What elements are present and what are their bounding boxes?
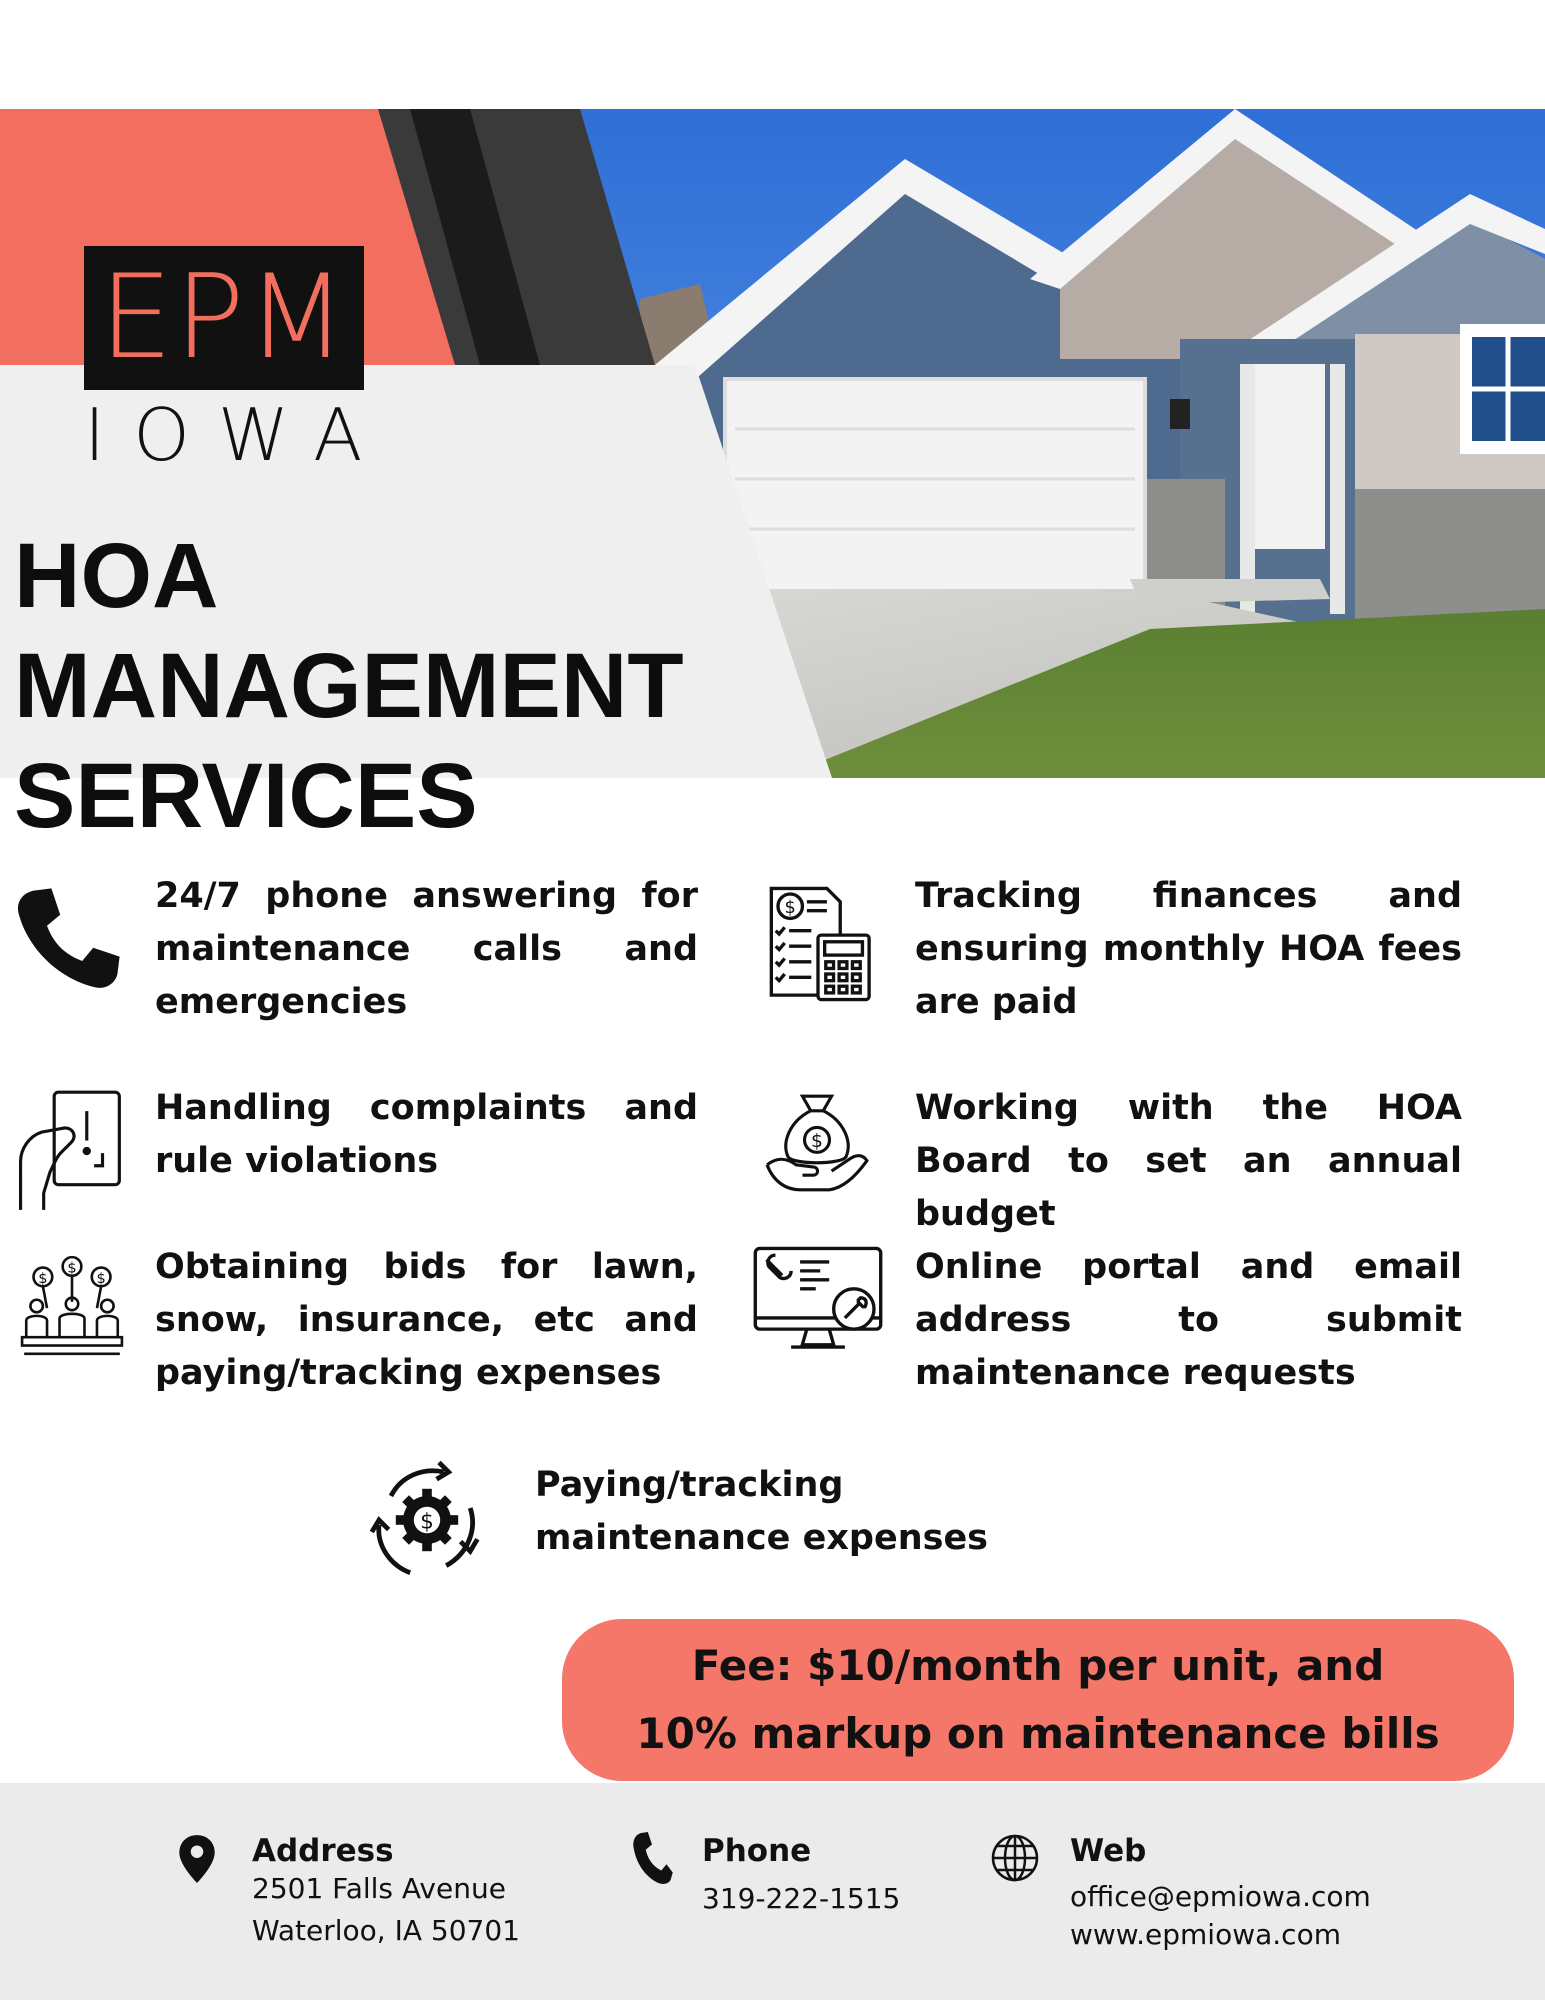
footer (0, 1783, 1545, 2000)
svg-text:$: $ (420, 1509, 434, 1535)
logo-subtext: IOWA (84, 393, 391, 477)
fee-line-1: Fee: $10/month per unit, and (691, 1641, 1385, 1690)
title-line-2: MANAGEMENT (14, 635, 684, 737)
svg-text:$: $ (67, 1259, 77, 1277)
service-text-5: Obtaining bids for lawn, snow, insurance, etc and paying/tracking expenses (155, 1247, 698, 1393)
page-title (14, 521, 754, 851)
service-text-6: Online portal and email address to submit maintenance requests (915, 1247, 1462, 1393)
web-url[interactable]: www.epmiowa.com (1070, 1918, 1341, 1951)
address-line-1: 2501 Falls Avenue (252, 1872, 506, 1905)
svg-text:$: $ (784, 897, 796, 918)
complaint-card-icon (18, 1088, 124, 1212)
svg-text:$: $ (38, 1270, 48, 1288)
address-label: Address (252, 1833, 394, 1869)
hero-section (0, 109, 1545, 847)
service-text-3: Handling complaints and rule violations (155, 1088, 698, 1181)
title-line-1: HOA (14, 525, 219, 627)
logo-text: EPM (99, 250, 349, 385)
svg-text:$: $ (811, 1131, 823, 1153)
fee-line-2: 10% markup on maintenance bills (636, 1709, 1440, 1758)
globe-icon (990, 1833, 1040, 1883)
web-label: Web (1070, 1833, 1147, 1869)
web-email[interactable]: office@epmiowa.com (1070, 1880, 1371, 1913)
location-pin-icon (176, 1833, 218, 1885)
service-text-1: 24/7 phone answering for maintenance calls and emergencies (155, 876, 698, 1022)
phone-icon (632, 1831, 674, 1885)
svg-text:$: $ (96, 1270, 106, 1288)
computer-repair-icon (750, 1244, 886, 1356)
bidding-people-icon (20, 1254, 124, 1358)
gear-dollar-cycle-icon (365, 1460, 489, 1580)
money-bag-hand-icon (765, 1092, 869, 1194)
finance-checklist-icon (762, 884, 874, 1004)
title-line-3: SERVICES (14, 745, 478, 847)
phone-label: Phone (702, 1833, 812, 1869)
address-line-2: Waterloo, IA 50701 (252, 1914, 520, 1947)
service-text-2: Tracking finances and ensuring monthly HOA fees are paid (915, 876, 1462, 1022)
phone-number[interactable]: 319-222-1515 (702, 1882, 901, 1915)
service-text-4: Working with the HOA Board to set an annual budget (915, 1088, 1462, 1234)
phone-icon (14, 884, 124, 994)
service-text-7: Paying/tracking maintenance expenses (535, 1465, 989, 1558)
fee-banner (562, 1619, 1514, 1781)
